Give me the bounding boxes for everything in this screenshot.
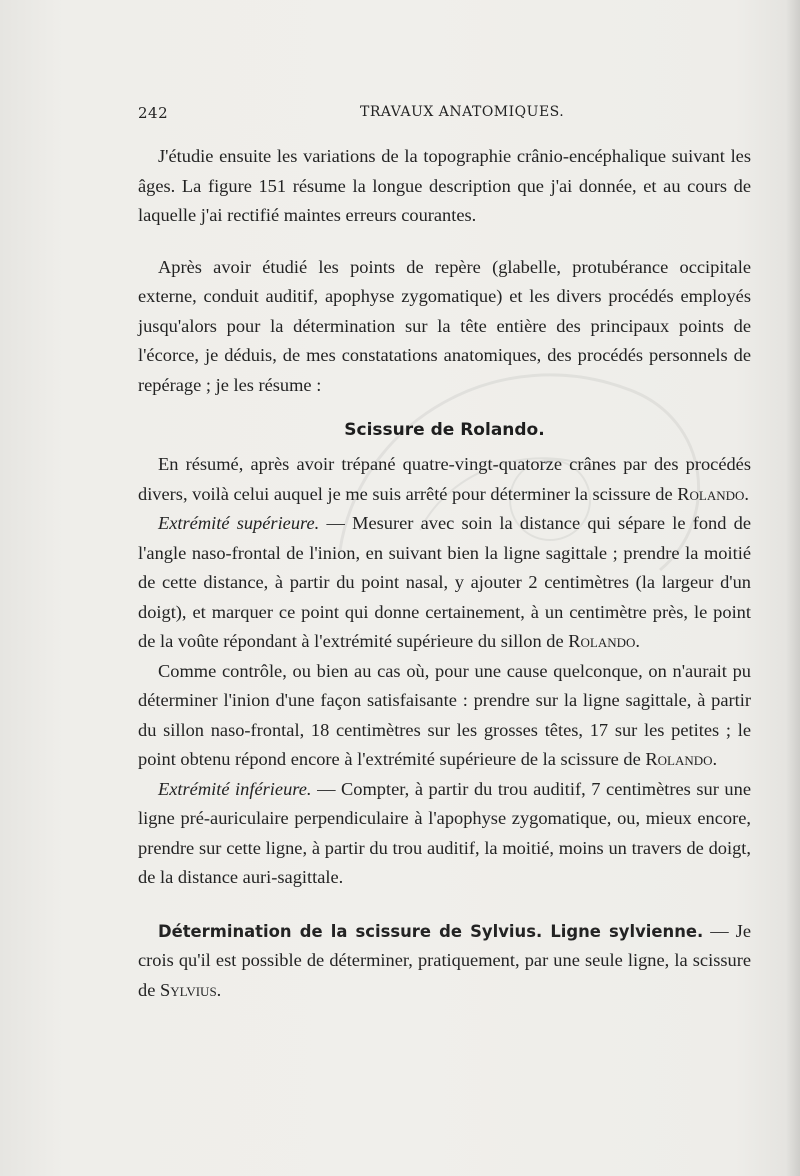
paragraph-5-text: Comme contrôle, ou bien au cas où, pour une cause quelconque, on n'aurait pu déterminer l'inion d'une façon satisfaisante : prendre sur la ligne sagittale, à partir du sillon naso-frontal, 18 centimètres sur les grosses têtes, 17 sur les petites ; le point obtenu répond encore à l'extrémité supérieure de la scissure de <box>138 660 751 769</box>
paragraph-6-text: — Compter, à partir du trou auditif, 7 centimètres sur une ligne pré-auriculaire perpendiculaire à l'apophyse zygomatique, ou, mieux encore, prendre sur cette ligne, à partir du trou auditif, la moitié, moins un travers de doigt, de la distance auri-sagittale. <box>138 778 751 887</box>
page-edge-shadow <box>786 0 800 1176</box>
paragraph-7-text: — Je crois qu'il est possible de déterminer, pratiquement, par une seule ligne, la scissure de <box>138 920 751 1000</box>
paragraph-6 <box>138 775 751 893</box>
name-rolando: Rolando <box>677 483 745 504</box>
body-text <box>138 142 751 1005</box>
name-rolando: Rolando <box>645 749 713 769</box>
subheading-extremite-superieure: Extrémité supérieure. <box>158 513 320 533</box>
paragraph-7-end: . <box>216 979 222 1000</box>
paragraph-4-text: — Mesurer avec soin la distance qui sépare le fond de l'angle naso-frontal de l'inion, en suivant bien la ligne sagittale ; prendre la moitié de cette distance, à partir du point nasal, y ajouter 2 centimètres (la largeur d'un doigt), et marquer ce point qui donne certainement, à un centimètre près, le point de la voûte répondant à l'extrémité supérieure du sillon de <box>138 513 751 651</box>
page-number: 242 <box>138 104 169 122</box>
running-title: TRAVAUX ANATOMIQUES. <box>360 104 565 120</box>
paragraph-4 <box>138 509 751 657</box>
section-heading-sylvius: Détermination de la scissure de Sylvius. Ligne sylvienne. <box>158 921 704 941</box>
paragraph-5 <box>138 657 751 775</box>
paragraph-3 <box>138 450 751 509</box>
paragraph-3-text: En résumé, après avoir trépané quatre-vingt-quatorze crânes par des procédés divers, voilà celui auquel je me suis arrêté pour déterminer la scissure de <box>138 454 751 504</box>
name-rolando: Rolando <box>568 631 636 651</box>
running-header <box>138 104 750 128</box>
paragraph-2: Après avoir étudié les points de repère (glabelle, protubérance occipitale externe, conduit auditif, apophyse zygomatique) et les divers procédés employés jusqu'alors pour la détermination sur la tête entière des principaux points de l'écorce, je déduis, de mes constatations anatomiques, des procédés personnels de repérage ; je les résume : <box>138 256 751 395</box>
section-heading-rolando: Scissure de Rolando. <box>344 420 545 440</box>
paragraph-3-end: . <box>744 483 750 504</box>
subheading-extremite-inferieure: Extrémité inférieure. <box>158 778 312 799</box>
paragraph-4-end: . <box>635 631 641 651</box>
name-sylvius: Sylvius <box>159 979 217 1000</box>
paragraph-1: J'étudie ensuite les variations de la topographie crânio-encéphalique suivant les âges. La figure 151 résume la longue description que j'ai donnée, et au cours de laquelle j'ai rectifié maintes erreurs courantes. <box>138 146 751 225</box>
paragraph-5-end: . <box>712 749 718 769</box>
paragraph-7 <box>138 917 751 1006</box>
